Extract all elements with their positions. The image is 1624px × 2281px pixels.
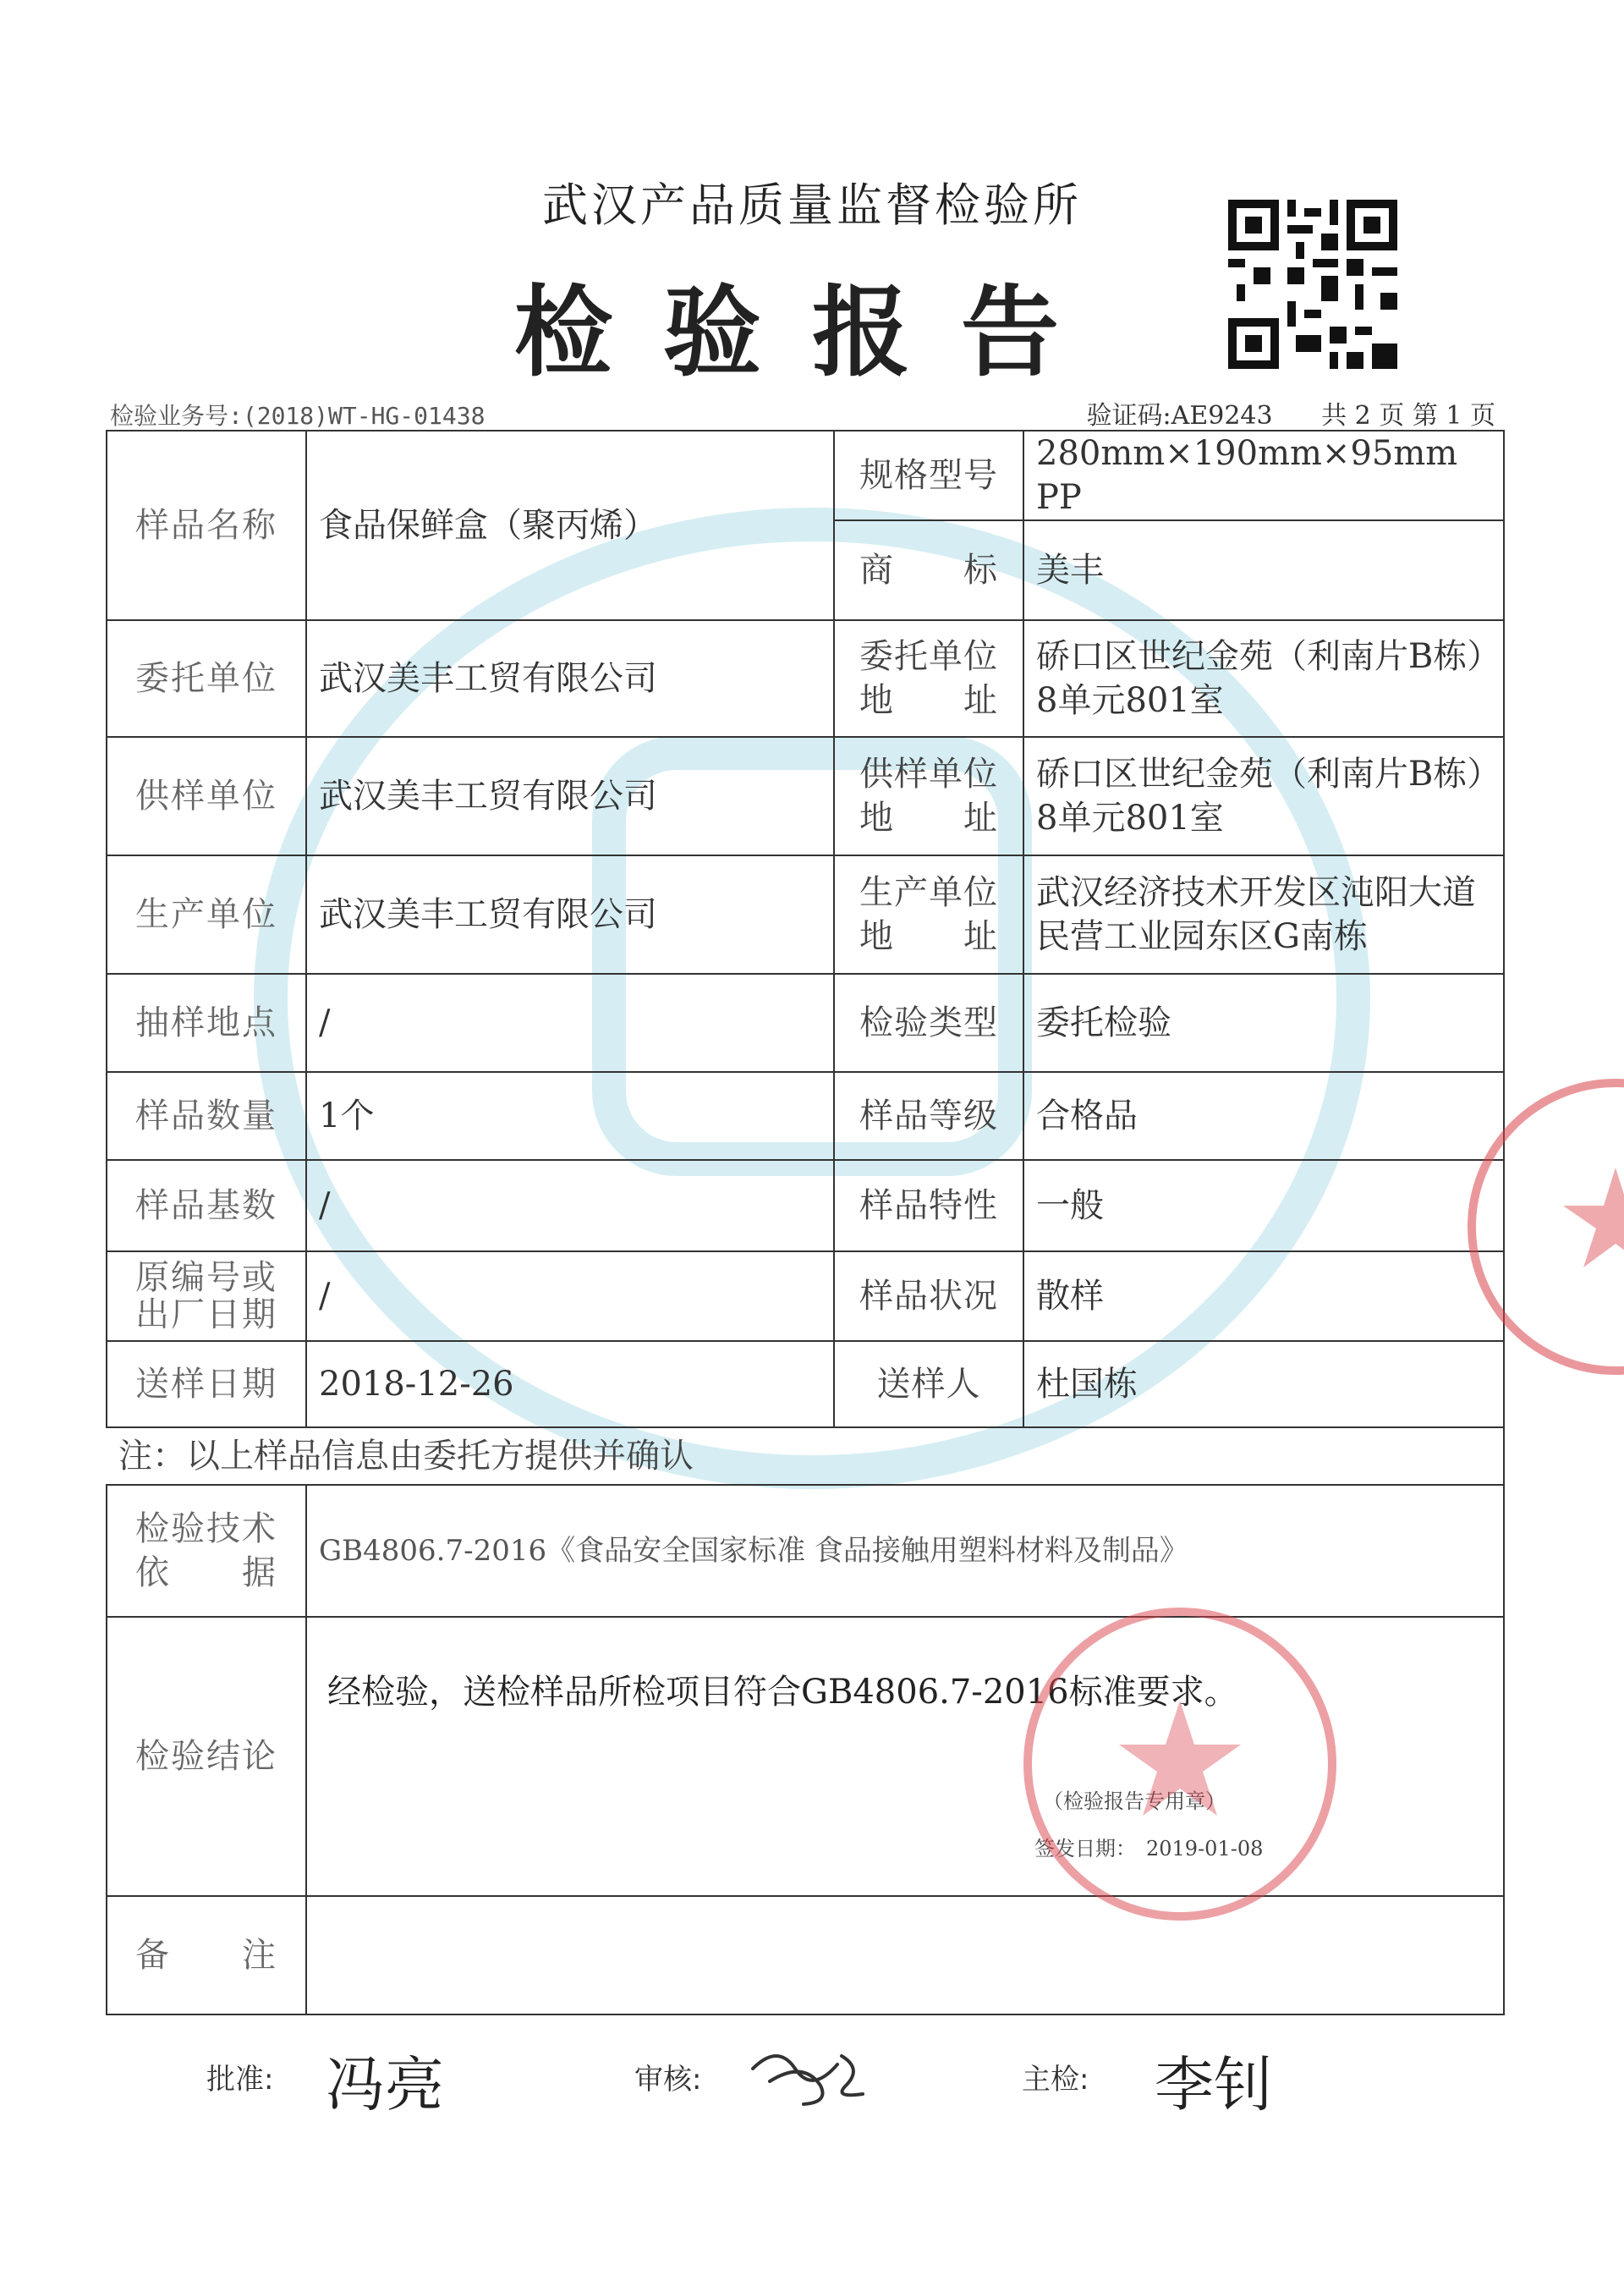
base-value: / — [306, 1160, 834, 1251]
test-type-label: 检验类型 — [834, 974, 1023, 1072]
send-date-value: 2018-12-26 — [306, 1341, 834, 1427]
brand-label: 商 标 — [834, 520, 1023, 620]
condition-label: 样品状况 — [834, 1251, 1023, 1341]
base-label: 样品基数 — [107, 1160, 306, 1251]
sender-label: 送样人 — [834, 1341, 1023, 1427]
supplier-value: 武汉美丰工贸有限公司 — [306, 737, 834, 855]
qr-code-icon — [1228, 200, 1397, 369]
client-address-value: 硚口区世纪金苑（利南片B栋）8单元801室 — [1023, 620, 1504, 737]
remarks-label: 备 注 — [107, 1896, 306, 2014]
stamp-label: （检验报告专用章） — [1043, 1789, 1226, 1813]
supplier-label: 供样单位 — [107, 737, 306, 855]
producer-address-value: 武汉经济技术开发区沌阳大道民营工业园东区G南栋 — [1023, 855, 1504, 974]
info-note: 注：以上样品信息由委托方提供并确认 — [107, 1427, 1504, 1485]
property-value: 一般 — [1023, 1160, 1504, 1251]
quantity-value: 1个 — [306, 1072, 834, 1160]
spec-label: 规格型号 — [834, 431, 1023, 520]
page-count: 共 2 页 第 1 页 — [1321, 401, 1495, 431]
verify-code: 验证码:AE9243 — [1086, 401, 1273, 431]
supplier-address-label: 供样单位 地 址 — [834, 737, 1023, 855]
inspector-signature: 李钊 — [1155, 2050, 1273, 2119]
sender-value: 杜国栋 — [1023, 1341, 1504, 1427]
brand-value: 美丰 — [1023, 520, 1504, 620]
basis-value: GB4806.7-2016《食品安全国家标准 食品接触用塑料材料及制品》 — [306, 1485, 1504, 1617]
basis-label: 检验技术 依 据 — [107, 1485, 306, 1617]
client-label: 委托单位 — [107, 620, 306, 737]
review-signature — [744, 2035, 880, 2111]
quantity-label: 样品数量 — [107, 1072, 306, 1160]
send-date-label: 送样日期 — [107, 1341, 306, 1427]
seal-stamp-conclusion — [1015, 1599, 1345, 1929]
conclusion-text: 经检验，送检样品所检项目符合GB4806.7-2016标准要求。 — [327, 1673, 1238, 1712]
orig-no-value: / — [306, 1251, 834, 1341]
client-address-label: 委托单位 地 址 — [834, 620, 1023, 737]
test-type-value: 委托检验 — [1023, 974, 1504, 1072]
spec-value: 280mm×190mm×95mm PP — [1023, 431, 1504, 520]
condition-value: 散样 — [1023, 1251, 1504, 1341]
approve-label: 批准: — [206, 2063, 274, 2097]
issue-date: 签发日期： 2019-01-08 — [1034, 1837, 1264, 1861]
producer-value: 武汉美丰工贸有限公司 — [306, 855, 834, 974]
inspector-label: 主检: — [1022, 2063, 1089, 2097]
property-label: 样品特性 — [834, 1160, 1023, 1251]
business-number: 检验业务号:(2018)WT-HG-01438 — [110, 402, 486, 430]
producer-address-label: 生产单位 地 址 — [834, 855, 1023, 974]
sample-name-value: 食品保鲜盒（聚丙烯） — [306, 431, 834, 620]
verify-and-pages — [1067, 394, 1495, 431]
conclusion-label: 检验结论 — [107, 1617, 306, 1896]
grade-label: 样品等级 — [834, 1072, 1023, 1160]
sampling-place-label: 抽样地点 — [107, 974, 306, 1072]
institute-name: 武汉产品质量监督检验所 — [542, 179, 1082, 232]
sampling-place-value: / — [306, 974, 834, 1072]
client-value: 武汉美丰工贸有限公司 — [306, 620, 834, 737]
seal-stamp-right — [1438, 1075, 1624, 1379]
producer-label: 生产单位 — [107, 855, 306, 974]
sample-name-label: 样品名称 — [107, 431, 306, 620]
supplier-address-value: 硚口区世纪金苑（利南片B栋）8单元801室 — [1023, 737, 1504, 855]
report-title: 检验报告 — [514, 276, 1110, 390]
approve-signature: 冯亮 — [326, 2050, 444, 2119]
review-label: 审核: — [634, 2063, 702, 2097]
orig-no-label: 原编号或 出厂日期 — [107, 1251, 306, 1341]
grade-value: 合格品 — [1023, 1072, 1504, 1160]
